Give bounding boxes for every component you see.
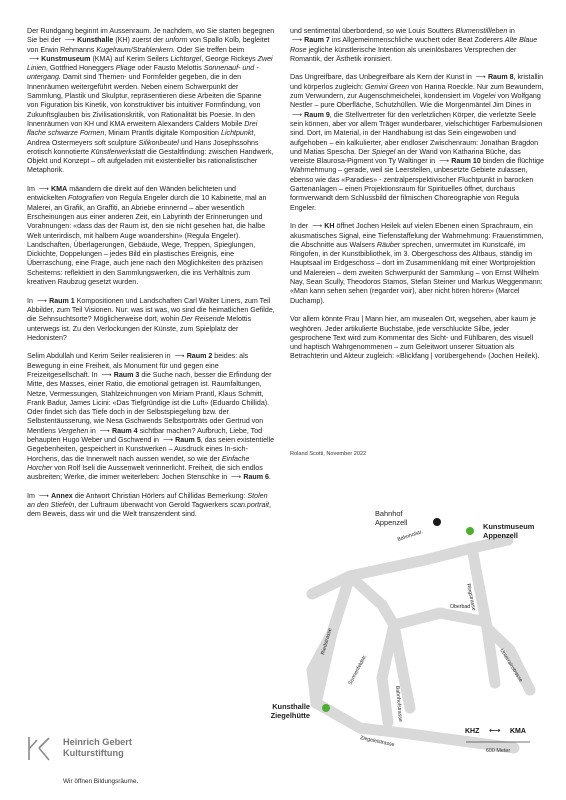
kunsthalle-label-line1: Kunsthalle bbox=[272, 702, 310, 711]
street-label-unterrain: Unterrainstrasse bbox=[498, 647, 524, 684]
kunsthalle-marker bbox=[322, 704, 330, 712]
raum2-6-paragraph: Selim Abdullah und Kerim Seiler realisieren in ⟶ Raum 2 beides: als Bewegung in eine Freiheit, als Monument für und gegen eine Freizeitgesellschaft. In ⟶ Raum 3 die Suche nach, besser die Erfindung der Mitte, des Masses, einer Ratio, die emotional getragen ist. Raumfaltungen, Netze, Vermessungen, Stahlzeichnungen von Miriam Prantl, Klaus Schmitt, Frank Badur, James Licini: «Das Tiefgründige ist die Luft» (Eduardo Chillida). Oder findet sich das Tiefe doch in der Selbstspiegelung bzw. der Selbstentäusserung, wie Nesa Gschwends Selbstporträts oder Gertrud von Mentlens Vergehen in ⟶ Raum 4 sichtbar machen? Aufbruch, Liebe, Tod behaupten Hugo Weber und Gschwend in ⟶ Raum 5, das seien existentielle Gegebenheiten, gespeichert in Kunstwerken – Ausdruck eines In-sich-Horchens, das die Innenwelt nach aussen wendet, so wie der Einfache Horcher von Rolf Iseli die Aussenwelt verinnerlicht. Freiheit, die sich endlos ausbreiten; Werke, die immer weiterleben: Jochen Stenschke in ⟶ Raum 6. bbox=[27, 352, 275, 482]
kunstmuseum-label-line1: Kunstmuseum bbox=[483, 522, 535, 531]
road-mid-connector bbox=[350, 576, 394, 625]
closing-paragraph: Vor allem könnte Frau | Mann hier, am musealen Ort, wegsehen, aber kaum je weghören. Jeder artikulierte Buchstabe, jede verschluckte Silbe, jeder gesprochene Text wird zum Kommentar des Sicht- und Fühlbaren, des visuell und haptisch Wahrgenommenen – zum Geleitwort unserer Situation als Betrachterin und Akteur zugleich: «Blickfang | vorübergehend» (Jochen Heilek). bbox=[290, 315, 540, 361]
brand-line1: Heinrich Gebert bbox=[63, 737, 132, 747]
street-label-oberbad: Oberbad bbox=[450, 604, 471, 610]
street-label-sonnenfeld: Sonnenfeldstr. bbox=[347, 653, 369, 686]
intro-paragraph: Der Rundgang beginnt im Aussenraum. Je nachdem, wo Sie starten begegnen Sie bei der ⟶ Kunsthalle (KH) zuerst der unform von Spallo Kolb, begleitet von Erwin Rehmanns Kugelraum/Strahlenkern. Oder Sie treffen beim ⟶ Kunstmuseum (KMA) auf Kerim Seilers Lichtorgel, George Rickeys Zwei Linien, Gottfried Honeggers Pliage oder Fausto Melottis Sonnenauf- und -untergang. Damit sind Themen- und Formfelder gegeben, die in den Innenräumen weitergeführt werden. Neben einem Schwerpunkt der Sammlung, Plastik und Skulptur, repräsentieren diese Arbeiten die Spanne von Figuration bis Kinetik, von konstruktiver bis intuitiver Formfindung, von Zukunftsglauben bis Zivilisationskritik, von Rationalität bis Poesie. In den Innenräumen von KH und KMA erweitern Alexanders Calders Mobile Drei flache schwarze Formen, Miriam Prantls digitale Komposition Lichtpunkt, Andrea Ostermeyers soft sculpture Silikonbeutel und Hans Josephssohns erotisch konnotierte Künstlerwerkstatt die Gestaltfindung: zwischen Handwerk, Objekt und Konzept – oft aufgeladen mit existentieller bis rationalistischer Metaphorik. bbox=[27, 27, 275, 175]
street-label-ziegelei: Ziegeleistrasse bbox=[359, 735, 395, 749]
kunstmuseum-marker bbox=[466, 527, 474, 535]
road-network bbox=[312, 540, 530, 748]
kh-paragraph: In der ⟶ KH öffnet Jochen Heilek auf vielen Ebenen einen Sprachraum, ein akusmatisches Signal, eine Tiefenstaffelung der Wahrnehmung: Frauenstimmen, die Abschnitte aus Walsers Räuber sprechen, unvermutet im Kunstcafé, im Ringofen, in der Kunstbibliothek, im 3. Obergeschoss des Altbaus, ständig im Hauptsaal im Erdgeschoss – dort im Zusammenklang mit einer Wortprojektion und Malereien – dem zweiten Schwerpunkt der Sammlung – von Ernst Wilhelm Nay, Sean Scully, Theodoros Stamos, Stefan Steiner und Markus Weggenmann: «Man kann sehen sehen (regarder voir), aber nicht hören hören» (Marcel Duchamp). bbox=[290, 222, 544, 305]
bahnhof-marker bbox=[433, 518, 441, 526]
raum1-paragraph: In ⟶ Raum 1 Kompositionen und Landschaften Carl Walter Liners, zum Teil Abbilder, zum Teil Visionen. Nur: was ist was, wo sind die heimatlichen Gefilde, die Sehnsuchtsorte? Möglicherweise dort, wohin Der Reisende Melottis unterwegs ist. Zu den Verlockungen der Künste, zum Spielplatz der Hedonisten? bbox=[27, 296, 275, 342]
street-label-bahnhofstr: Bahnhofstr. bbox=[396, 529, 424, 543]
annex-paragraph: Im ⟶ Annex die Antwort Christian Hörlers auf Chillidas Bemerkung: Stolen an den Stiefeln, der Luftraum überwacht von Gerold Tagwerkers scan.portrait, dem Beweis, dass wir und die Welt transzendent sind. bbox=[27, 491, 271, 519]
right-column bbox=[290, 27, 544, 371]
bahnhof-label-line1: Bahnhof bbox=[375, 509, 403, 518]
road-oberbad bbox=[394, 613, 482, 625]
kunstmuseum-label-line2: Appenzell bbox=[483, 531, 518, 540]
scale-label: 600 Meter bbox=[485, 748, 511, 754]
street-label-bahnhofstrasse: Bahnhofstrasse bbox=[394, 685, 404, 723]
footer-tagline: Wir öffnen Bildungsräume. bbox=[63, 778, 139, 785]
legend-from: KHZ bbox=[465, 728, 480, 735]
gebert-logo-icon bbox=[25, 734, 53, 764]
legend-to: KMA bbox=[510, 728, 526, 735]
location-map bbox=[270, 478, 544, 778]
kunsthalle-label-line2: Ziegelhütte bbox=[270, 711, 310, 720]
bahnhof-label-line2: Appenzell bbox=[375, 518, 408, 527]
brand-line2: Kulturstiftung bbox=[63, 748, 124, 758]
raum7-paragraph: und sentimental überbordend, so wie Louis Soutters Blumenstillleben in ⟶ Raum 7 ins Allgemeinmenschliche wuchert oder Beat Zoderers Alte Blaue Rose jegliche künstlerische Intention als uneinlösbares Versprechen der Romantik, der Ästhetik ironisiert. bbox=[290, 27, 538, 63]
legend-arrow: ⟷ bbox=[489, 726, 501, 735]
street-label-riedstrasse: Riedstrasse bbox=[320, 627, 334, 656]
author-signature: Roland Scotti, November 2022 bbox=[290, 451, 367, 457]
street-label-ringstrasse: Ringstrasse bbox=[465, 583, 477, 612]
left-column bbox=[27, 27, 275, 529]
kma-paragraph: Im ⟶ KMA mäandern die direkt auf den Wänden belichteten und entwickelten Fotografien von Regula Engeler durch die 10 Kabinette, mal an Malerei, an Grafik, an Graffiti, an Abriebe erinnernd – aber wesentlich Erscheinungen aus einer anderen Zeit, ein Labyrinth der Erinnerungen und Vorahnungen: «dass das der Raum ist, den sie nicht gesehen hat, die halbe Welt unterirdisch, mit halbem Auge woandershin» (Regula Engeler). Landschaften, Überlagerungen, Gebäude, Wege, Treppen, Spieglungen, Dickichte, Doppelungen – jedes Bild ein plastisches Ereignis, eine Überraschung, eine Frage, auch jene nach den Möglichkeiten des präzisen Scheiterns: reflektiert in den Sammlungswerken, die ins Verhältnis zum kreativen Raubzug gesetzt wurden. bbox=[27, 185, 267, 287]
raum8-10-paragraph: Das Ungreifbare, das Unbegreifbare als Kern der Kunst in ⟶ Raum 8, kristallin und körperlos zugleich: Gemini Green von Hanna Roeckle. Nur zum Bewundern, zum Verwundern, zur Augenschmeichelei, kondensiert im Vogelei von Wolfgang Nestler – pure Oberfläche, Schutzhüllen. Wie die Morgenmäntel Jim Dines in ⟶ Raum 9, die Stellvertreter für den verletzlichen Körper, die verletzte Seele sein können, aber vor allem Träger wunderbarer, vielschichtiger Farbemulsionen sind. Dort, im Material, in der Handhabung ist das Sein eingewoben und aufgehoben – ein kalkulierter, aber endloser Zwischenraum: Jonathan Bragdon und Matias Spescha. Der Spiegel an der Wand von Katharina Büche, das vereiste Blaurosa-Pigment von Ty Waltinger in ⟶ Raum 10 binden die flüchtige Wahrnehmung – gerade, weil sie Leerstellen, unbesetzte Gebiete zulassen, ebenso wie das «Paradies» - zentralperspektivischer Fluchtpunkt in barocken Gartenanlagen – einen Projektionsraum für Spirituelles öffnet, durchaus formverwandt dem Schlussbild der filmischen Choreographie von Regula Engeler. bbox=[290, 73, 544, 212]
